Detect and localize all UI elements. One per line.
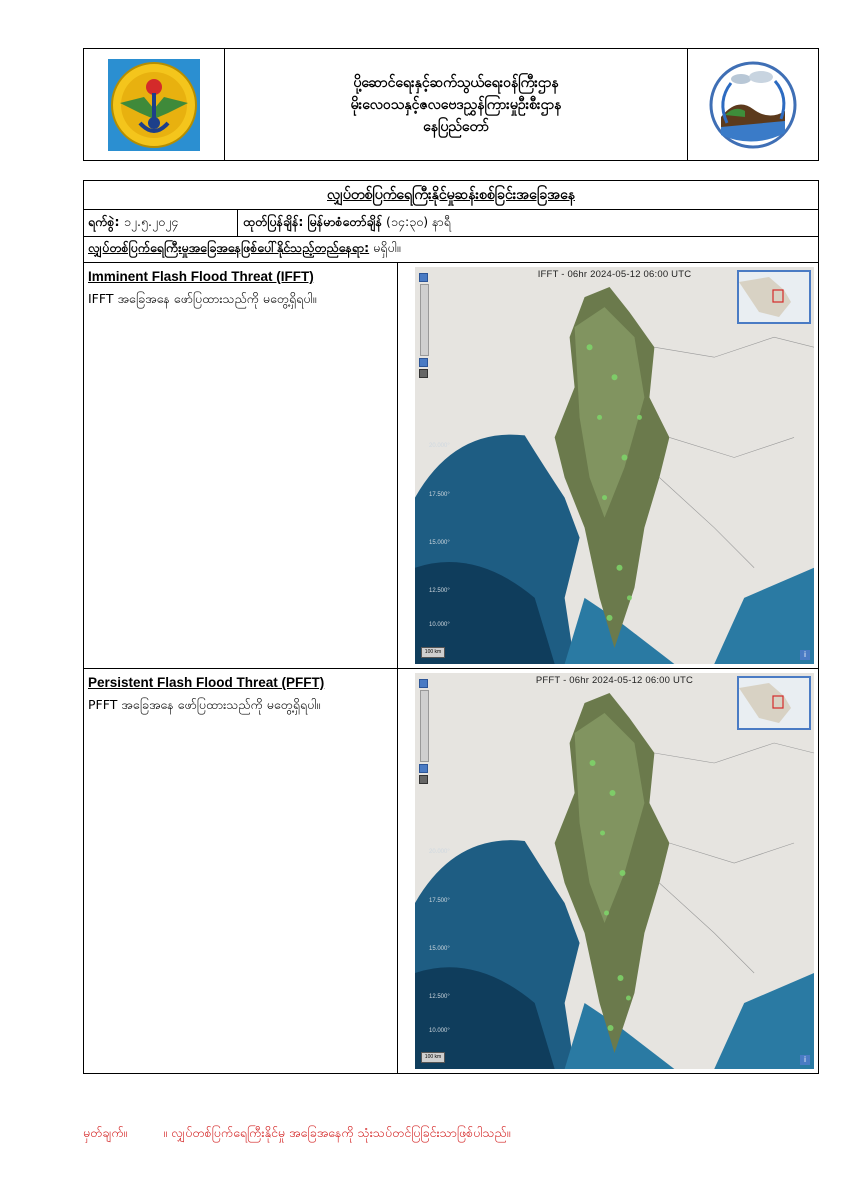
lat-label-15: 15.000° [429,946,450,952]
zoom-in-button[interactable] [419,679,428,688]
lat-label-20: 20.000° [429,849,450,855]
report-title: လျှပ်တစ်ပြက်ရေကြီးနိုင်မှုဆန်းစစ်ခြင်းအခြေအနေ [327,186,575,203]
pfft-map-title: PFFT - 06hr 2024-05-12 06:00 UTC [535,675,694,686]
scale-bar: 100 km [421,1052,445,1063]
zoom-slider[interactable] [420,284,429,356]
lat-label-20: 20.000° [429,443,450,449]
note-label: မှတ်ချက်။ [83,1125,128,1140]
zoom-control[interactable] [419,679,428,784]
pfft-section [84,669,818,1073]
info-icon[interactable]: i [800,650,810,660]
layers-button[interactable] [419,369,428,378]
zoom-slider[interactable] [420,690,429,762]
overview-inset-map[interactable] [737,676,811,730]
ifft-section [84,263,818,669]
ifft-map [415,267,814,664]
pfft-description: PFFT အခြေအနေ ဖော်ပြထားသည်ကို မတွေ့ရှိရပါ။ [88,697,321,712]
info-icon[interactable]: i [800,1055,810,1065]
date-label: ရက်စွဲ: [88,213,120,229]
letterhead [83,48,819,161]
affected-locations-value: မရှိပါ။ [373,240,401,255]
note-text: ။ လျှပ်တစ်ပြက်ရေကြီးနိုင်မှု အခြေအနေကို သုံးသပ်တင်ပြခြင်းသာဖြစ်ပါသည်။ [163,1125,511,1140]
zoom-out-button[interactable] [419,764,428,773]
overview-inset-map[interactable] [737,270,811,324]
city-name: နေပြည်တော် [423,118,489,135]
date-value: ၁၂.၅.၂၀၂၄ [123,213,179,229]
flash-flood-status-table [83,180,819,1074]
ifft-map-title: IFFT - 06hr 2024-05-12 06:00 UTC [537,269,692,280]
footer-note [83,1125,510,1144]
lat-label-15: 15.000° [429,540,450,546]
lat-label-17: 17.500° [429,898,450,904]
scale-bar: 100 km [421,647,445,658]
lat-label-12: 12.500° [429,994,450,1000]
time-zone-label: မြန်မာစံတော်ချိန် [307,213,383,229]
zoom-control[interactable] [419,273,428,378]
issue-time-value: (၁၄:၃၀) နာရီ [386,213,451,229]
lat-label-12: 12.500° [429,588,450,594]
ministry-name: ပို့ဆောင်ရေးနှင့်ဆက်သွယ်ရေးဝန်ကြီးဌာန [353,74,559,91]
pfft-map [415,673,814,1069]
department-name: မိုးလေဝသနှင့်ဇလဗေဒညွှန်ကြားမှုဦးစီးဌာန [350,96,562,113]
ifft-heading: Imminent Flash Flood Threat (IFFT) [88,269,314,284]
zoom-in-button[interactable] [419,273,428,282]
layers-button[interactable] [419,775,428,784]
issue-time-label: ထုတ်ပြန်ချိန်: [243,213,304,229]
lat-label-17: 17.500° [429,492,450,498]
hydrology-cycle-logo [687,49,818,160]
affected-locations-label: လျှပ်တစ်ပြက်ရေကြီးမှုအခြေအနေဖြစ်ပေါ်နိုင်သည့်တည်နေရာ: [88,240,370,255]
pfft-heading: Persistent Flash Flood Threat (PFFT) [88,675,325,690]
map-terrain [415,673,814,1069]
map-terrain [415,267,814,664]
ifft-description: IFFT အခြေအနေ ဖော်ပြထားသည်ကို မတွေ့ရှိရပါ။ [88,291,317,306]
dmh-emblem-logo [84,49,225,160]
zoom-out-button[interactable] [419,358,428,367]
lat-label-10: 10.000° [429,1028,450,1034]
lat-label-10: 10.000° [429,622,450,628]
